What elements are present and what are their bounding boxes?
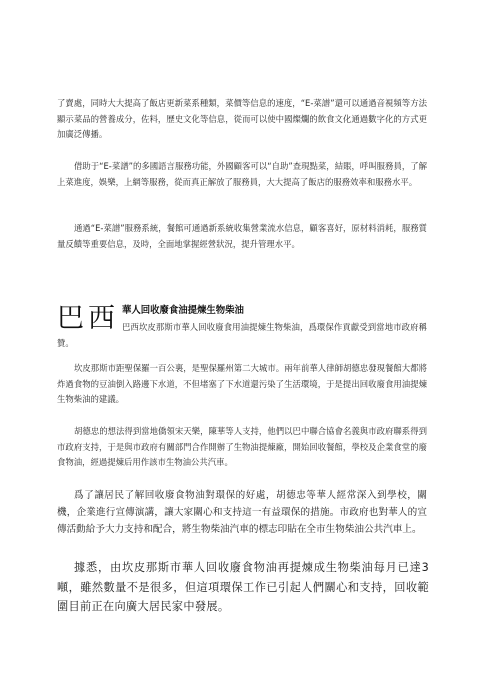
- paragraph-continued: 了賣處，同時大大提高了飯店更新菜系種類，菜價等信息的速度，“E-菜譜”還可以通過音視頻等方法顯示菜品的營養成分，佐料，歷史文化等信息，從而可以使中國燦爛的飲食文化通過數字化的方式更加廣泛傳播。: [57, 98, 427, 139]
- paragraph-support: 胡德忠的想法得到當地僑領宋天樂，陳華等人支持，他們以巴中聯合協會名義與市政府聯系得到市政府支持，于是與市政府有關部門合作開辦了生物油提煉廠，開始回收餐館，學校及企業食堂的廢食物油，經過提煉后用作該市生物油公共汽車。: [57, 426, 427, 467]
- paragraph-final: 據悉，由坎皮那斯市華人回收廢食物油再提煉成生物柴油每月已達3噸，雖然數量不是很多，但這項環保工作已引起人們關心和支持，回收範圍目前正在向廣大居民家中發展。: [57, 561, 429, 613]
- paragraph-multilingual: 借助于“E-菜譜”的多國語言服務功能，外國顧客可以“自助”查現點菜，結賬，呼叫服務員，了解上菜進度，娛樂，上網等服務，從而真正解放了服務員，大大提高了飯店的服務效率和服務水平。: [57, 161, 427, 187]
- section-subtitle: 巴西坎皮那斯市華人回收廢食用油提煉生物柴油，爲環保作貢獻受到當地市政府稱贊。: [57, 322, 427, 348]
- paragraph-promotion: 爲了讓居民了解回收廢食物油對環保的好處，胡德忠等華人經常深入到學校，關機，企業進行宣傳演講，讓大家關心和支持這一有益環保的措施。市政府也對華人的宣傳活動給予大力支持和配合，將生物柴油汽車的標志印貼在全市生物柴油公共汽車上。: [57, 490, 427, 535]
- heading-big-char-2: 西: [88, 303, 115, 334]
- paragraph-management: 通過“E-菜譜”服務系統，餐館可通過新系統收集營業流水信息，顧客喜好，原材料消耗，服務質量反饋等重要信息，及時，全面地掌握經營狀況，提升管理水平。: [57, 223, 427, 249]
- heading-big-char-1: 巴: [57, 303, 84, 334]
- section-title: 華人回收廢食油提煉生物柴油: [122, 305, 244, 316]
- paragraph-campinas: 坎皮那斯市距聖保羅一百公裏，是聖保羅州第二大城市。兩年前華人律師胡德忠發現餐館大都將炸過食物的豆油倒入路邊下水道，不但堵塞了下水道還污染了生活環境，于是提出回收廢食用油提煉生物柴油的建議。: [57, 363, 427, 404]
